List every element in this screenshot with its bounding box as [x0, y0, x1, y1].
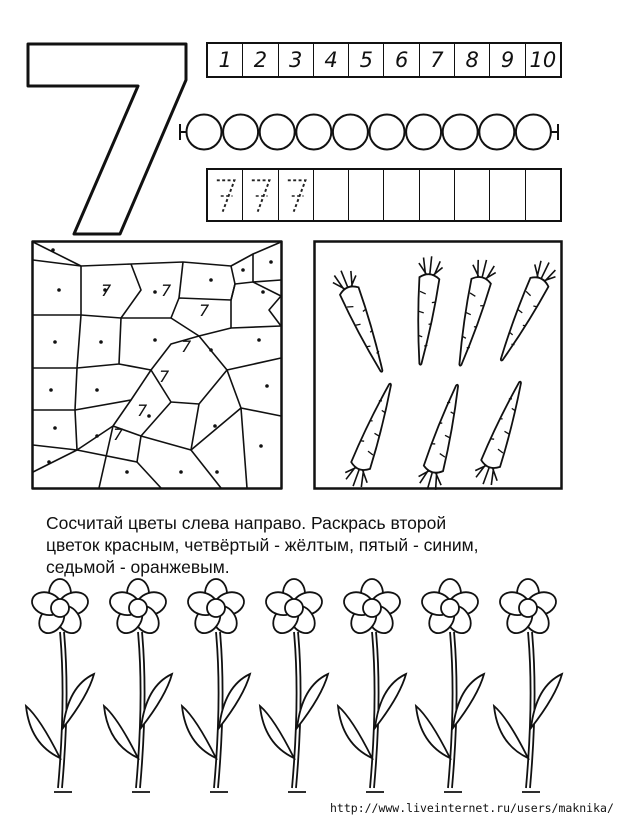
carrots-counting-picture: [313, 240, 563, 490]
carrot-icon: [342, 380, 402, 490]
number-cell-6: 6: [384, 44, 419, 76]
flower-icon[interactable]: [26, 579, 94, 792]
carrot-icon: [416, 381, 469, 490]
color-by-dot-mosaic: [31, 240, 283, 490]
bead: [479, 115, 514, 150]
number-cell-8: 8: [455, 44, 490, 76]
carrot-icon: [408, 255, 443, 366]
mosaic-dot: [153, 290, 157, 294]
number-cell-7: 7: [420, 44, 455, 76]
mosaic-seven-mark: 7: [113, 425, 124, 444]
flower-icon[interactable]: [338, 579, 406, 792]
flower-icon[interactable]: [416, 579, 484, 792]
mosaic-dot: [257, 338, 261, 342]
mosaic-dot: [95, 388, 99, 392]
tracing-cell[interactable]: [349, 170, 384, 220]
mosaic-dot: [99, 340, 103, 344]
mosaic-dot: [261, 290, 265, 294]
bead: [296, 115, 331, 150]
mosaic-seven-mark: 7: [137, 401, 148, 420]
bead: [260, 115, 295, 150]
mosaic-dot: [153, 338, 157, 342]
number-cell-2: 2: [243, 44, 278, 76]
bead: [443, 115, 478, 150]
mosaic-dot: [259, 444, 263, 448]
instruction-line-3: седьмой - оранжевым.: [46, 557, 230, 577]
mosaic-dot: [209, 278, 213, 282]
carrot-icon: [448, 257, 498, 369]
number-row: [206, 42, 562, 78]
mosaic-dot: [53, 426, 57, 430]
mosaic-seven-mark: 7: [161, 281, 172, 300]
tracing-cell[interactable]: [420, 170, 455, 220]
tracing-cell[interactable]: [279, 170, 314, 220]
number-cell-1: 1: [208, 44, 243, 76]
tracing-cell[interactable]: [490, 170, 525, 220]
number-cell-5: 5: [349, 44, 384, 76]
mosaic-dot: [53, 340, 57, 344]
carrot-icon: [490, 257, 559, 365]
mosaic-dot: [95, 434, 99, 438]
source-credit: http://www.liveinternet.ru/users/maknika/: [330, 801, 614, 815]
mosaic-dot: [241, 268, 245, 272]
tracing-cell[interactable]: [455, 170, 490, 220]
bead: [370, 115, 405, 150]
flower-icon[interactable]: [104, 579, 172, 792]
mosaic-dot: [47, 460, 51, 464]
mosaic-dot: [213, 424, 217, 428]
mosaic-dot: [147, 414, 151, 418]
mosaic-dot: [125, 470, 129, 474]
flowers-row: [20, 578, 600, 804]
mosaic-seven-mark: 7: [181, 337, 192, 356]
big-digit-seven-outline: [22, 38, 192, 238]
number-cell-4: 4: [314, 44, 349, 76]
dotted-seven-guide: [208, 170, 242, 220]
carrot-icon: [472, 378, 532, 489]
bead: [516, 115, 551, 150]
instruction-text: [46, 512, 576, 578]
mosaic-dot: [215, 470, 219, 474]
number-cell-9: 9: [490, 44, 525, 76]
mosaic-dot: [265, 384, 269, 388]
dotted-seven-guide: [279, 170, 313, 220]
carrot-icon: [330, 266, 393, 376]
digit-tracing-row: [206, 168, 562, 222]
instruction-line-1: Сосчитай цветы слева направо. Раскрась второй: [46, 513, 447, 533]
mosaic-dot: [179, 470, 183, 474]
mosaic-seven-mark: 7: [159, 367, 170, 386]
tracing-cell[interactable]: [526, 170, 560, 220]
flower-icon[interactable]: [182, 579, 250, 792]
mosaic-dot: [49, 388, 53, 392]
mosaic-seven-mark: 7: [101, 281, 112, 300]
mosaic-dot: [57, 288, 61, 292]
mosaic-seven-mark: 7: [199, 301, 210, 320]
bead: [406, 115, 441, 150]
tracing-cell[interactable]: [208, 170, 243, 220]
tracing-cell[interactable]: [384, 170, 419, 220]
mosaic-dot: [209, 348, 213, 352]
bead: [187, 115, 222, 150]
bead: [223, 115, 258, 150]
dotted-seven-guide: [243, 170, 277, 220]
flower-icon[interactable]: [260, 579, 328, 792]
bead: [333, 115, 368, 150]
mosaic-dot: [51, 248, 55, 252]
bead-counter: [176, 110, 562, 154]
instruction-line-2: цветок красным, четвёртый - жёлтым, пятый - синим,: [46, 535, 479, 555]
flower-icon[interactable]: [494, 579, 562, 792]
mosaic-dot: [269, 260, 273, 264]
number-cell-10: 10: [529, 48, 557, 72]
number-cell-3: 3: [279, 44, 314, 76]
tracing-cell[interactable]: [314, 170, 349, 220]
tracing-cell[interactable]: [243, 170, 278, 220]
